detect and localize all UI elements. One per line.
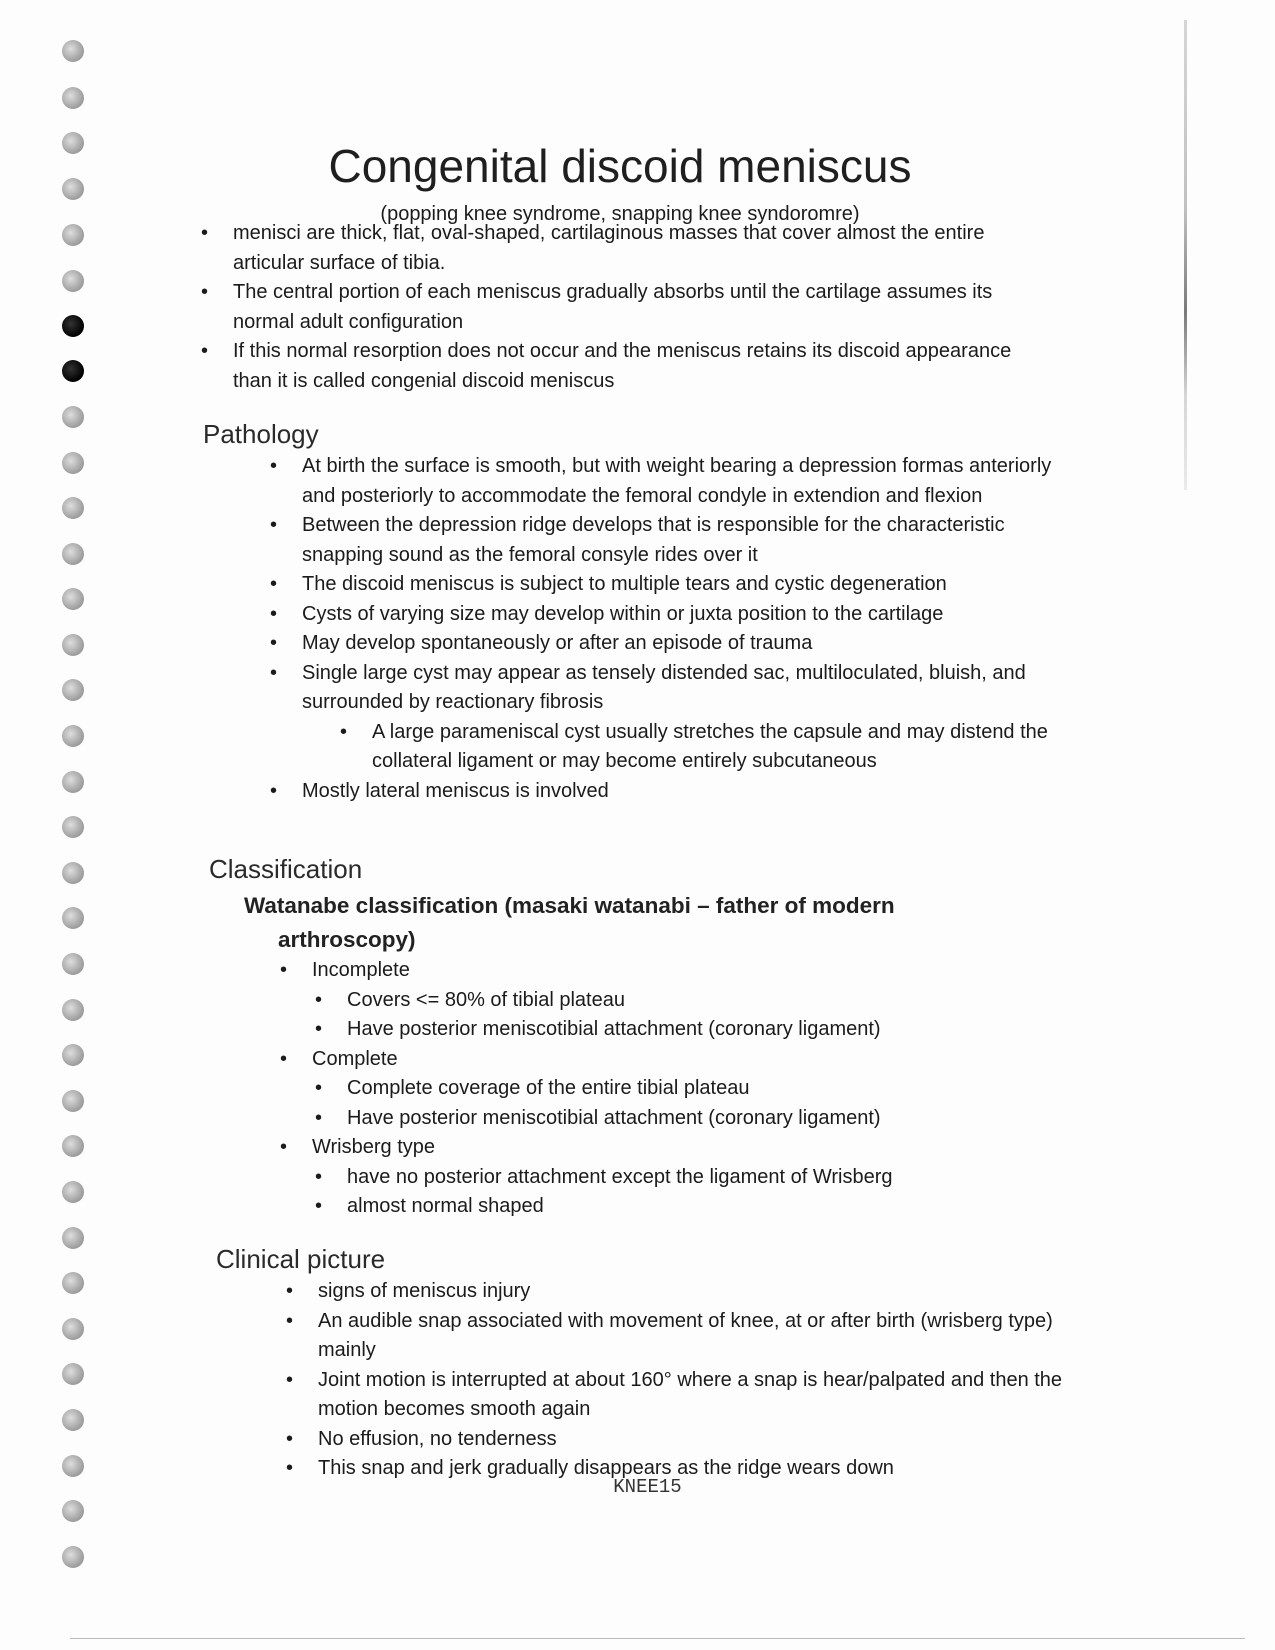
- list-item: • The central portion of each meniscus gradually absorbs until the cartilage assumes its normal adult configuration: [233, 278, 1033, 337]
- scan-bottom-edge: [70, 1638, 1245, 1639]
- binder-hole: [62, 588, 84, 610]
- binder-hole: [62, 999, 84, 1021]
- classification-list: [312, 956, 1052, 1222]
- classification-heading: Classification: [209, 854, 363, 884]
- list-item: • No effusion, no tenderness: [318, 1425, 1078, 1455]
- binder-hole: [62, 862, 84, 884]
- binder-hole: [62, 1318, 84, 1340]
- binder-hole: [62, 360, 84, 382]
- list-item: • Incomplete: [312, 956, 1052, 986]
- binder-hole: [62, 907, 84, 929]
- list-item: • Single large cyst may appear as tensely distended sac, multiloculated, bluish, and surrounded by reactionary fibrosis: [302, 659, 1057, 718]
- list-item: • Joint motion is interrupted at about 160° where a snap is hear/palpated and then the motion becomes smooth again: [318, 1366, 1078, 1425]
- page-subtitle: (popping knee syndrome, snapping knee syndoromre): [380, 203, 860, 225]
- binder-hole: [62, 1363, 84, 1385]
- binder-hole: [62, 270, 84, 292]
- list-item: • Cysts of varying size may develop within or juxta position to the cartilage: [302, 600, 1057, 630]
- clinical-heading: Clinical picture: [216, 1244, 386, 1274]
- binder-hole: [62, 40, 84, 62]
- binder-hole: [62, 1135, 84, 1157]
- list-item: • Complete: [312, 1045, 1052, 1075]
- binder-hole: [62, 1090, 84, 1112]
- list-item: • signs of meniscus injury: [318, 1277, 1078, 1307]
- binder-holes: [62, 40, 102, 1630]
- binder-hole: [62, 1409, 84, 1431]
- binder-hole: [62, 543, 84, 565]
- list-item: • Complete coverage of the entire tibial plateau: [347, 1074, 1052, 1104]
- binder-hole: [62, 1227, 84, 1249]
- list-item: • If this normal resorption does not occur and the meniscus retains its discoid appearance than it is called congenial discoid meniscus: [233, 337, 1033, 396]
- list-item: • Wrisberg type: [312, 1133, 1052, 1163]
- intro-list: [233, 219, 1033, 396]
- page-title: Congenital discoid meniscus: [328, 140, 912, 192]
- binder-hole: [62, 497, 84, 519]
- binder-hole: [62, 953, 84, 975]
- list-item: • menisci are thick, flat, oval-shaped, cartilaginous masses that cover almost the entire articular surface of tibia.: [233, 219, 1033, 278]
- list-item: • May develop spontaneously or after an episode of trauma: [302, 629, 1057, 659]
- binder-hole: [62, 1546, 84, 1568]
- list-item: • have no posterior attachment except the ligament of Wrisberg: [347, 1163, 1052, 1193]
- list-item: • Covers <= 80% of tibial plateau: [347, 986, 1052, 1016]
- binder-hole: [62, 452, 84, 474]
- list-item: • Mostly lateral meniscus is involved: [302, 777, 1057, 807]
- binder-hole: [62, 816, 84, 838]
- clinical-list: [318, 1277, 1078, 1484]
- list-item: • Have posterior meniscotibial attachment (coronary ligament): [347, 1104, 1052, 1134]
- list-item: • Have posterior meniscotibial attachment (coronary ligament): [347, 1015, 1052, 1045]
- binder-hole: [62, 679, 84, 701]
- list-item: • This snap and jerk gradually disappears as the ridge wears down: [318, 1454, 1078, 1484]
- list-item: • almost normal shaped: [347, 1192, 1052, 1222]
- scan-edge-artifact: [1184, 20, 1187, 490]
- pathology-heading: Pathology: [203, 419, 319, 449]
- page-footer-code: KNEE15: [613, 1476, 682, 1498]
- binder-hole: [62, 1455, 84, 1477]
- binder-hole: [62, 224, 84, 246]
- binder-hole: [62, 634, 84, 656]
- binder-hole: [62, 1044, 84, 1066]
- binder-hole: [62, 406, 84, 428]
- binder-hole: [62, 1272, 84, 1294]
- watanabe-heading-cont: arthroscopy): [278, 927, 416, 952]
- watanabe-heading: Watanabe classification (masaki watanabi – father of modern: [244, 893, 895, 918]
- pathology-list: [302, 452, 1057, 806]
- binder-hole: [62, 725, 84, 747]
- binder-hole: [62, 771, 84, 793]
- list-item: • A large parameniscal cyst usually stretches the capsule and may distend the collateral ligament or may become entirely subcutaneous: [372, 718, 1057, 777]
- binder-hole: [62, 1500, 84, 1522]
- list-item: • Between the depression ridge develops that is responsible for the characteristic snapping sound as the femoral consyle rides over it: [302, 511, 1057, 570]
- list-item: • An audible snap associated with movement of knee, at or after birth (wrisberg type) mainly: [318, 1307, 1078, 1366]
- binder-hole: [62, 87, 84, 109]
- binder-hole: [62, 1181, 84, 1203]
- list-item: • The discoid meniscus is subject to multiple tears and cystic degeneration: [302, 570, 1057, 600]
- binder-hole: [62, 315, 84, 337]
- list-item: • At birth the surface is smooth, but with weight bearing a depression formas anteriorly and posteriorly to accommodate the femoral condyle in extendion and flexion: [302, 452, 1057, 511]
